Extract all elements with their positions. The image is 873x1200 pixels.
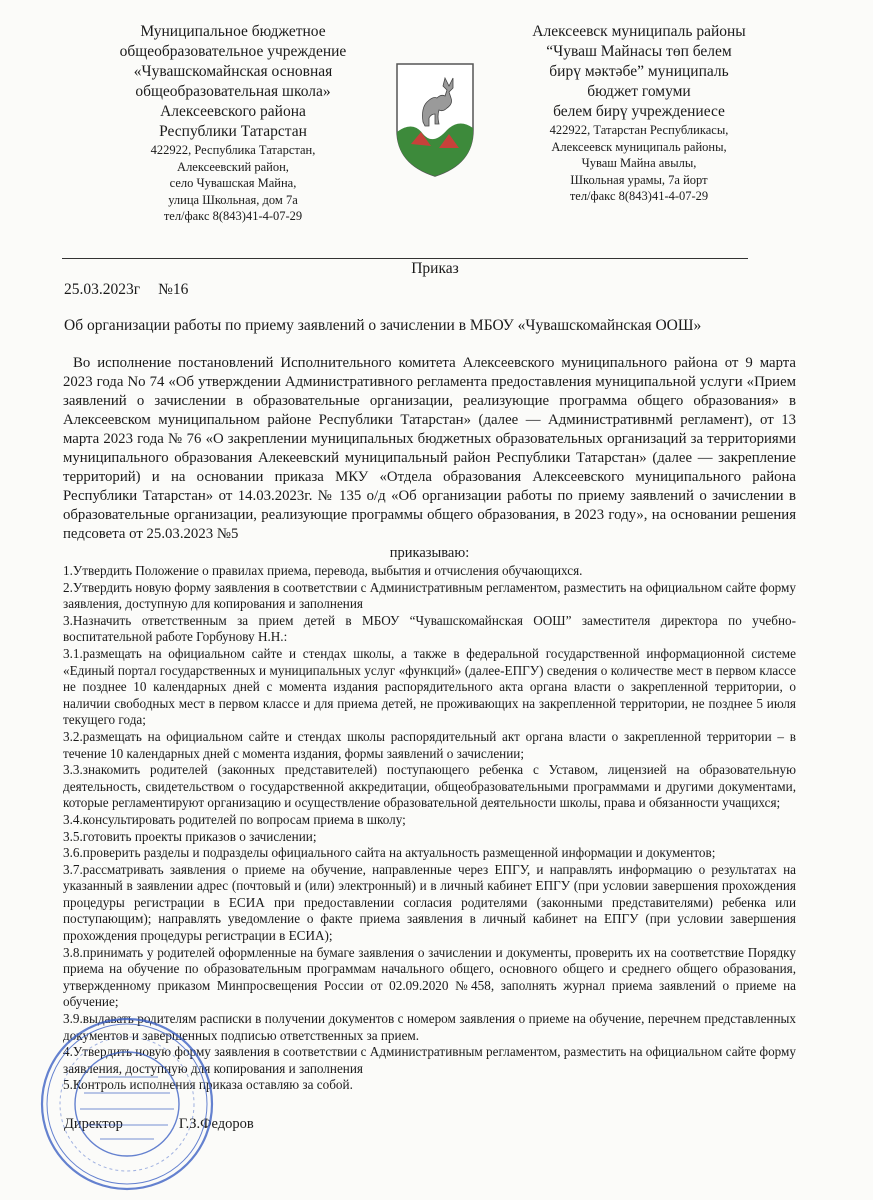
order-item: 3.1.размещать на официальном сайте и стендах школы, а также в федеральной государственной информационной системе «Единый портал государственных и муниципальных услуг «функций» (далее-ЕПГУ) сведения о количестве мест в первом классе не позднее 10 календарных дней с момента издания распорядительного акта органа власти о закрепленной территории, о наличии свободных мест в первом классе и для приема детей, не проживающих на закрепленной территории, не позднее 5 июля текущего года; <box>63 645 796 728</box>
header-right-address: 422922, Татарстан Республикасы, <box>549 123 729 137</box>
order-item: 4.Утвердить новую форму заявления в соответствии с Административным регламентом, разместить на официальном сайте форму заявления, доступную для копирования и заполнения <box>63 1044 796 1076</box>
order-item: 3.7.рассматривать заявления о приеме на обучение, направленные через ЕПГУ, и направлять информацию о результатах на указанный в заявлении адрес (почтовый и (или) электронный) и в личный кабинет ЕПГУ (при условии завершения прохождения процедуры регистрации в ЕСИА при предоставлении согласия родителями (законными представителями) ребенка или поступающим); направлять уведомление о факте приема заявления в личный кабинет на ЕПГУ (при условии завершения прохождения процедуры регистрации в ЕСИА); <box>63 861 796 944</box>
order-item: 3.6.проверить разделы и подразделы официального сайта на актуальность размещенной информации и документов; <box>63 845 716 861</box>
header-left-line: общеобразовательное учреждение <box>119 43 347 60</box>
signature-name: Г.З.Федоров <box>178 1116 254 1132</box>
header-left-address: тел/факс 8(843)41-4-07-29 <box>163 209 303 224</box>
order-word: приказываю: <box>389 545 470 561</box>
signature-title: Директор <box>64 1116 123 1132</box>
document-number: №16 <box>158 281 189 298</box>
header-left-address: село Чувашская Майна, <box>169 176 297 191</box>
order-item: 3.5.готовить проекты приказов о зачислении; <box>63 828 317 844</box>
date-number-line <box>64 281 206 299</box>
document-title: Приказ <box>411 260 459 277</box>
header-right-line: белем бирү учреждениесе <box>553 103 725 120</box>
order-item: 3.4.консультировать родителей по вопросам приема в школу; <box>63 811 406 827</box>
coat-of-arms-icon <box>393 60 477 178</box>
header-right-line: бирү мәктәбе” муниципаль <box>549 63 729 80</box>
document-subject: Об организации работы по приему заявлений о зачислении в МБОУ «Чувашскомайнская ООШ» <box>64 317 702 334</box>
header-right-address: Алексеевск муниципаль районы, <box>551 139 727 154</box>
order-item: 3.2.размещать на официальном сайте и стендах школы распорядительный акт органа власти о закрепленной территории – в течение 10 календарных дней с момента издания, формы заявлений о зачислении; <box>63 728 796 761</box>
header-left-line: Республики Татарстан <box>159 123 307 140</box>
header-left-line: Алексеевского района <box>160 103 306 120</box>
order-item: 2.Утвердить новую форму заявления в соответствии с Административным регламентом, разместить на официальном сайте форму заявления, доступную для копирования и заполнения <box>63 579 796 612</box>
order-item: 1.Утвердить Положение о правилах приема, перевода, выбытия и отчисления обучающихся. <box>63 563 583 578</box>
header-left-line: Муниципальное бюджетное <box>140 23 326 40</box>
order-item: 3.8.принимать у родителей оформленные на бумаге заявления о зачислении и документы, проверить их на соответствие Порядку приема на обучение по образовательным программам начального общего, основного общего и среднего общего образования, утвержденному приказом Минпросвещения России от 02.09.2020 №458, заполнять журнал приема заявлений о приеме на обучение; <box>63 944 796 1010</box>
header-right-line: “Чуваш Майнасы төп белем <box>546 43 732 60</box>
header-right-address: тел/факс 8(843)41-4-07-29 <box>569 189 709 204</box>
header-left-address: 422922, Республика Татарстан, <box>150 143 316 157</box>
header-left-address: улица Школьная, дом 7а <box>168 192 298 207</box>
header-divider <box>62 258 748 259</box>
order-item: 5.Контроль исполнения приказа оставляю за собой. <box>63 1077 353 1093</box>
official-seal-icon <box>38 1015 216 1193</box>
header-left-line: общеобразовательная школа» <box>135 83 331 100</box>
intro-paragraph: Во исполнение постановлений Исполнительного комитета Алексеевского муниципального района от 9 марта 2023 года No 74 «Об утверждении Административного регламента предоставления муниципальной услуги «Прием заявлений о зачислении в образовательные организации, реализующие программа общего образования» в Алексеевском муниципальном районе Республики Татарстан» (далее — Административнмй регламент), от 13 марта 2023 года № 76 «О закреплении муниципальных бюджетных образовательных организаций за территориями муниципального образования Алекеевский муниципальный район Республики Татарстан» (далее — закрепление территорий) и на основании приказа МКУ «Отдела образования Алексеевского муниципального района Республики Татарстан» от 14.03.2023г. № 135 о/д «Об организации работы по приему заявлений о зачислении в образовательные организации, реализующие программы общего образования, в 2023 году», на основании решения педсовета от 25.03.2023 №5 <box>63 355 796 542</box>
header-right-address: Чуваш Майна авылы, <box>581 156 697 171</box>
header-left-line: «Чувашскомайнская основная <box>133 63 333 80</box>
header-right-line: Алексеевск муниципаль районы <box>532 23 746 40</box>
order-item: 3.Назначить ответственным за прием детей в МБОУ “Чувашскомайнская ООШ” заместителя директора по учебно-воспитательной работе Горбунову Н.Н.: <box>63 612 796 645</box>
header-left-russian <box>98 22 368 225</box>
header-right-address: Школьная урамы, 7а йорт <box>570 172 708 187</box>
order-item: 3.3.знакомить родителей (законных представителей) поступающего ребенка с Уставом, лицензией на образовательную деятельность, свидетельством о государственной аккредитации, общеобразовательными программами и другими документами, которые регламентируют организацию и осуществление образовательной деятельности школы, права и обязанности учащихся; <box>63 762 796 811</box>
document-body <box>63 354 796 1094</box>
document-date: 25.03.2023г <box>64 281 141 298</box>
header-left-address: Алексеевский район, <box>177 159 289 174</box>
order-item: 3.9.выдавать родителям расписки в получении документов с номером заявления о приеме на обучение, перечнем представленных документов и завершенных подписью ответственных за прием. <box>63 1011 796 1043</box>
header-right-tatar <box>505 22 773 205</box>
header-right-line: бюджет гомуми <box>587 83 691 100</box>
